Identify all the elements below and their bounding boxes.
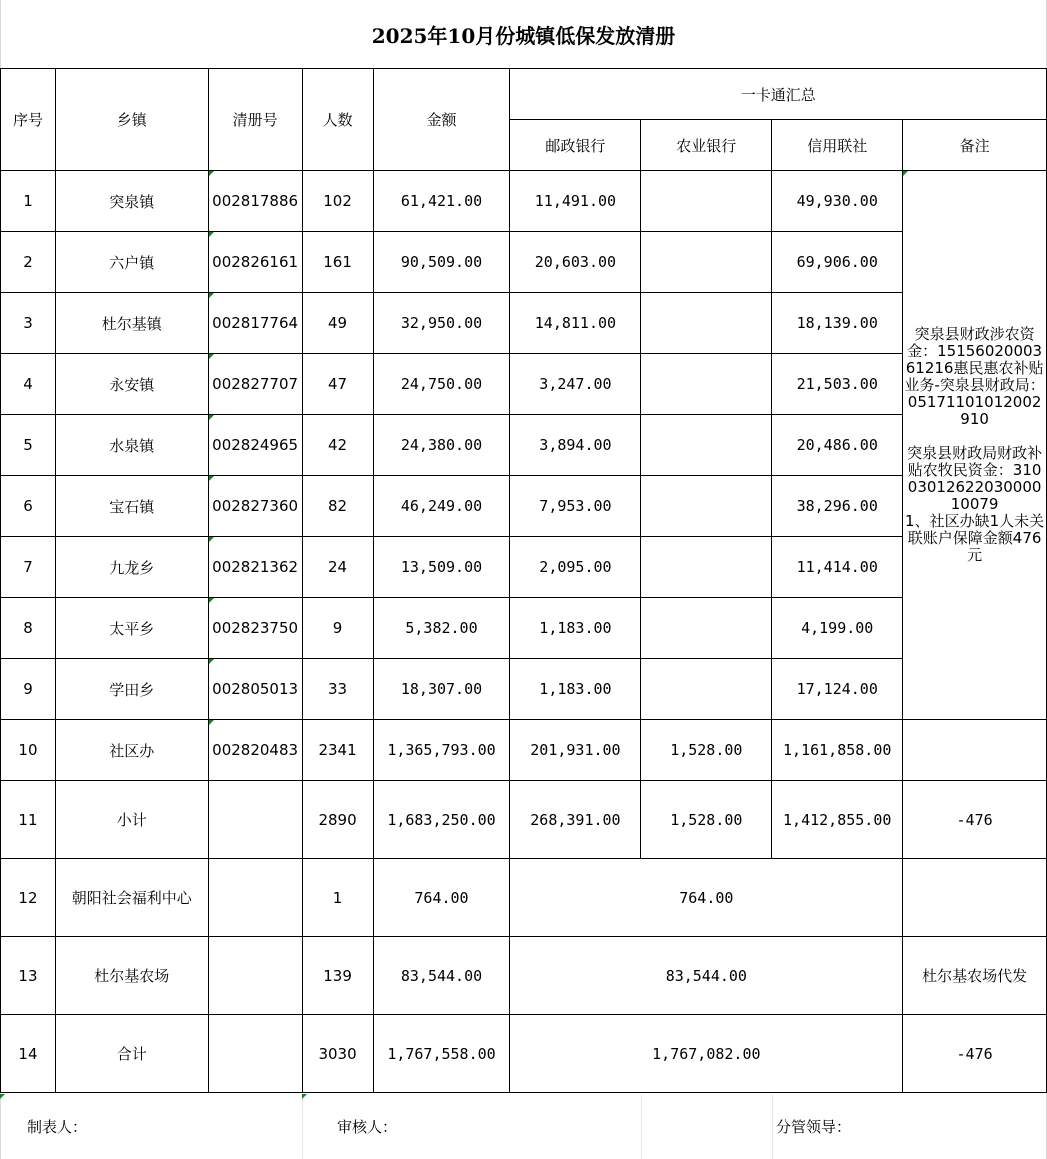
people-cell[interactable]: 42 [302,415,373,476]
remark-cell[interactable] [903,859,1047,937]
town-cell[interactable]: 合计 [55,1015,208,1093]
seq-cell[interactable]: 10 [1,720,56,781]
remark-cell[interactable]: -476 [903,781,1047,859]
amount-cell[interactable]: 24,750.00 [373,354,510,415]
people-cell[interactable]: 2890 [302,781,373,859]
table-row [1,293,1047,354]
header-amount[interactable]: 金额 [373,69,510,171]
seq-cell[interactable]: 5 [1,415,56,476]
agri-bank-cell[interactable] [641,598,772,659]
credit-union-cell[interactable]: 11,414.00 [772,537,903,598]
seq-cell[interactable]: 12 [1,859,56,937]
credit-union-cell[interactable]: 17,124.00 [772,659,903,720]
town-cell[interactable]: 水泉镇 [55,415,208,476]
table-row [1,537,1047,598]
town-cell[interactable]: 学田乡 [55,659,208,720]
postal-bank-cell[interactable]: 7,953.00 [510,476,641,537]
agri-bank-cell[interactable] [641,354,772,415]
table-row [1,598,1047,659]
register-no-cell[interactable] [208,781,302,859]
footer-divider [302,1094,303,1159]
seq-cell[interactable]: 4 [1,354,56,415]
cell-marker [302,1094,307,1099]
register-no-cell[interactable] [208,859,302,937]
header-row-1 [1,69,1047,120]
seq-cell[interactable]: 3 [1,293,56,354]
people-cell[interactable]: 49 [302,293,373,354]
postal-bank-cell[interactable]: 11,491.00 [510,171,641,232]
town-cell[interactable]: 突泉镇 [55,171,208,232]
seq-cell[interactable]: 7 [1,537,56,598]
amount-cell[interactable]: 90,509.00 [373,232,510,293]
remark-cell[interactable]: -476 [903,1015,1047,1093]
signature-footer [0,1094,1047,1159]
amount-cell[interactable]: 1,767,558.00 [373,1015,510,1093]
footer-divider [772,1094,773,1159]
register-no-cell[interactable]: 002820483 [208,720,302,781]
town-cell[interactable]: 杜尔基镇 [55,293,208,354]
town-cell[interactable]: 杜尔基农场 [55,937,208,1015]
amount-cell[interactable]: 83,544.00 [373,937,510,1015]
disbursement-table [0,68,1047,1093]
table-row [1,476,1047,537]
table-row [1,859,1047,937]
register-no-cell[interactable]: 002805013 [208,659,302,720]
people-cell[interactable]: 33 [302,659,373,720]
amount-cell[interactable]: 1,365,793.00 [373,720,510,781]
postal-bank-cell[interactable]: 1,183.00 [510,598,641,659]
total-row [1,1015,1047,1093]
footer-divider [641,1094,642,1159]
seq-cell[interactable]: 14 [1,1015,56,1093]
postal-bank-cell[interactable]: 3,247.00 [510,354,641,415]
seq-cell[interactable]: 9 [1,659,56,720]
register-no-cell[interactable] [208,937,302,1015]
remark-note-cell[interactable]: 突泉县财政涉农资金：1515602000361216惠民惠农补贴业务-突泉县财政局：05171101012002910 突泉县财政局财政补贴农牧民资金：3100301262203000010079 1、社区办缺1人未关联账户保障金额476元 [903,171,1047,720]
table-row [1,354,1047,415]
card-total-cell[interactable]: 764.00 [510,859,903,937]
town-cell[interactable]: 社区办 [55,720,208,781]
page-title: 2025年10月份城镇低保发放清册 [371,23,676,48]
agri-bank-cell[interactable]: 1,528.00 [641,720,772,781]
amount-cell[interactable]: 32,950.00 [373,293,510,354]
credit-union-cell[interactable]: 69,906.00 [772,232,903,293]
credit-union-cell[interactable]: 21,503.00 [772,354,903,415]
table-row [1,232,1047,293]
people-cell[interactable]: 82 [302,476,373,537]
table-row [1,720,1047,781]
postal-bank-cell[interactable]: 268,391.00 [510,781,641,859]
register-no-cell[interactable] [208,1015,302,1093]
seq-cell[interactable]: 13 [1,937,56,1015]
register-no-cell[interactable]: 002817886 [208,171,302,232]
credit-union-cell[interactable]: 1,161,858.00 [772,720,903,781]
register-no-cell[interactable]: 002827707 [208,354,302,415]
postal-bank-cell[interactable]: 2,095.00 [510,537,641,598]
table-row [1,415,1047,476]
seq-cell[interactable]: 1 [1,171,56,232]
postal-bank-cell[interactable]: 14,811.00 [510,293,641,354]
people-cell[interactable]: 47 [302,354,373,415]
credit-union-cell[interactable]: 38,296.00 [772,476,903,537]
postal-bank-cell[interactable]: 20,603.00 [510,232,641,293]
seq-cell[interactable]: 8 [1,598,56,659]
agri-bank-cell[interactable] [641,537,772,598]
maker-label[interactable]: 制表人： [27,1118,88,1136]
header-seq[interactable]: 序号 [1,69,56,171]
register-no-cell[interactable]: 002817764 [208,293,302,354]
remark-cell[interactable]: 杜尔基农场代发 [903,937,1047,1015]
remark-cell[interactable] [903,720,1047,781]
register-no-cell[interactable]: 002826161 [208,232,302,293]
amount-cell[interactable]: 1,683,250.00 [373,781,510,859]
people-cell[interactable]: 24 [302,537,373,598]
subtotal-row [1,781,1047,859]
town-cell[interactable]: 九龙乡 [55,537,208,598]
town-cell[interactable]: 宝石镇 [55,476,208,537]
header-postal-bank[interactable]: 邮政银行 [510,120,641,171]
leader-label[interactable]: 分管领导： [776,1118,852,1136]
town-cell[interactable]: 六户镇 [55,232,208,293]
people-cell[interactable]: 3030 [302,1015,373,1093]
credit-union-cell[interactable]: 1,412,855.00 [772,781,903,859]
table-row [1,659,1047,720]
table-row [1,171,1047,232]
header-credit-union[interactable]: 信用联社 [772,120,903,171]
table-row [1,937,1047,1015]
card-total-cell[interactable]: 1,767,082.00 [510,1015,903,1093]
cell-marker [0,1094,5,1099]
postal-bank-cell[interactable]: 3,894.00 [510,415,641,476]
people-cell[interactable]: 9 [302,598,373,659]
seq-cell[interactable]: 11 [1,781,56,859]
people-cell[interactable]: 2341 [302,720,373,781]
postal-bank-cell[interactable]: 1,183.00 [510,659,641,720]
town-cell[interactable]: 朝阳社会福利中心 [55,859,208,937]
amount-cell[interactable]: 764.00 [373,859,510,937]
amount-cell[interactable]: 18,307.00 [373,659,510,720]
register-no-cell[interactable]: 002827360 [208,476,302,537]
seq-cell[interactable]: 2 [1,232,56,293]
credit-union-cell[interactable]: 4,199.00 [772,598,903,659]
header-people[interactable]: 人数 [302,69,373,171]
people-cell[interactable]: 161 [302,232,373,293]
register-no-cell[interactable]: 002823750 [208,598,302,659]
header-card-summary[interactable]: 一卡通汇总 [510,69,1047,120]
amount-cell[interactable]: 13,509.00 [373,537,510,598]
people-cell[interactable]: 139 [302,937,373,1015]
register-no-cell[interactable]: 002824965 [208,415,302,476]
header-town[interactable]: 乡镇 [55,69,208,171]
card-total-cell[interactable]: 83,544.00 [510,937,903,1015]
header-register-no[interactable]: 清册号 [208,69,302,171]
header-remark[interactable]: 备注 [903,120,1047,171]
agri-bank-cell[interactable] [641,415,772,476]
credit-union-cell[interactable]: 20,486.00 [772,415,903,476]
amount-cell[interactable]: 61,421.00 [373,171,510,232]
credit-union-cell[interactable]: 18,139.00 [772,293,903,354]
reviewer-label[interactable]: 审核人： [337,1118,398,1136]
agri-bank-cell[interactable] [641,293,772,354]
amount-cell[interactable]: 5,382.00 [373,598,510,659]
agri-bank-cell[interactable] [641,659,772,720]
seq-cell[interactable]: 6 [1,476,56,537]
header-agri-bank[interactable]: 农业银行 [641,120,772,171]
agri-bank-cell[interactable] [641,171,772,232]
town-cell[interactable]: 永安镇 [55,354,208,415]
agri-bank-cell[interactable]: 1,528.00 [641,781,772,859]
people-cell[interactable]: 1 [302,859,373,937]
people-cell[interactable]: 102 [302,171,373,232]
amount-cell[interactable]: 46,249.00 [373,476,510,537]
town-cell[interactable]: 太平乡 [55,598,208,659]
town-cell[interactable]: 小计 [55,781,208,859]
amount-cell[interactable]: 24,380.00 [373,415,510,476]
agri-bank-cell[interactable] [641,232,772,293]
register-no-cell[interactable]: 002821362 [208,537,302,598]
postal-bank-cell[interactable]: 201,931.00 [510,720,641,781]
credit-union-cell[interactable]: 49,930.00 [772,171,903,232]
agri-bank-cell[interactable] [641,476,772,537]
